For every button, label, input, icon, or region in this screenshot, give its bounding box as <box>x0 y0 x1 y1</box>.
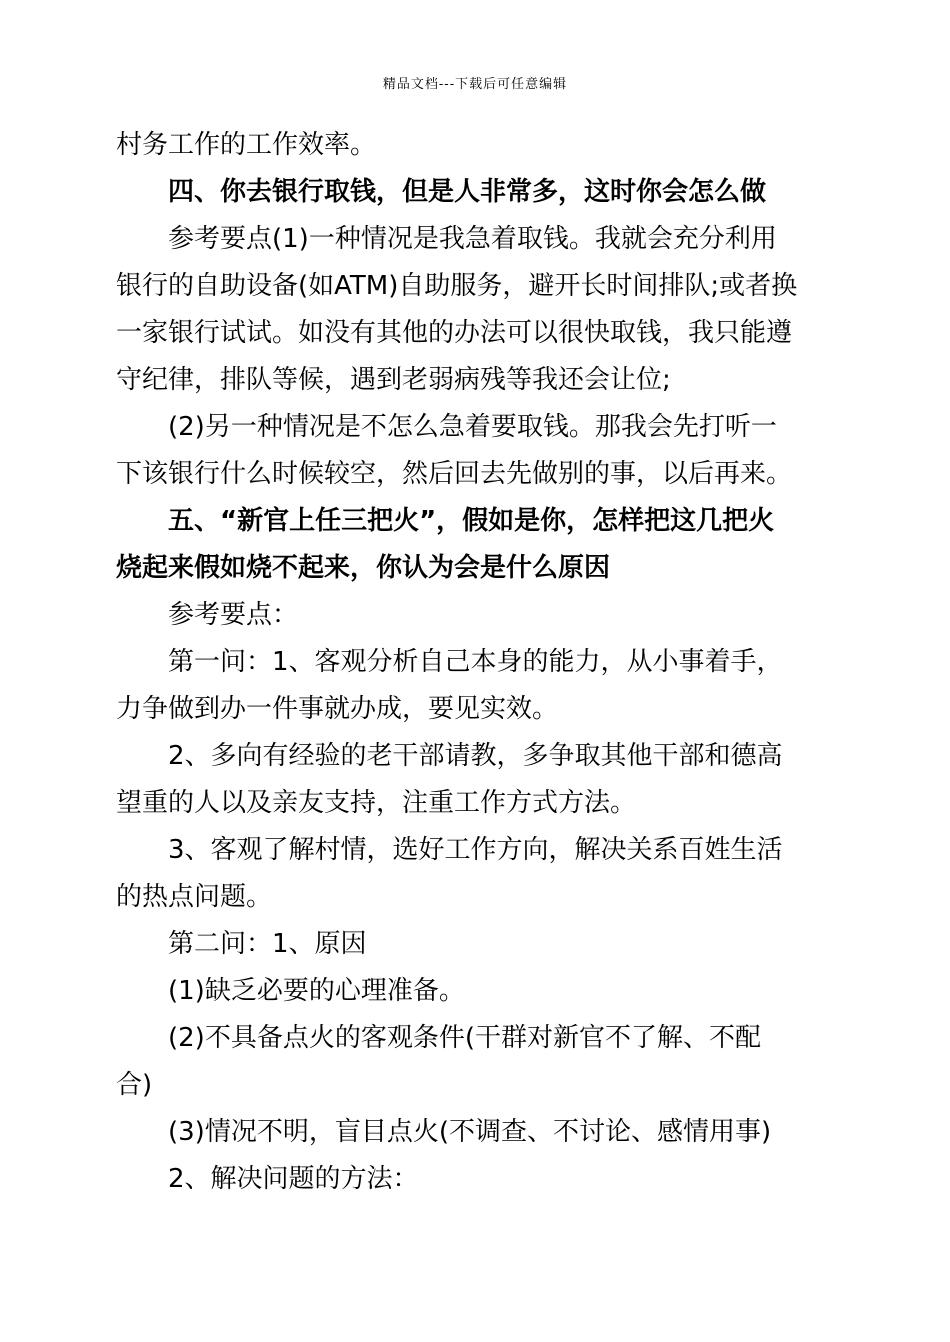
question-heading: 四、你去银行取钱，但是人非常多，这时你会怎么做 <box>168 177 767 207</box>
text-line: (1)缺乏必要的心理准备。 <box>168 976 465 1006</box>
text-line: 的热点问题。 <box>116 882 273 912</box>
document-body <box>116 122 844 1203</box>
text-line: 2、解决问题的方法： <box>168 1164 419 1194</box>
text-line: 村务工作的工作效率。 <box>116 130 377 160</box>
text-line: 下该银行什么时候较空，然后回去先做别的事，以后再来。 <box>116 459 793 489</box>
text-line: 参考要点(1)一种情况是我急着取钱。我就会充分利用 <box>168 224 777 254</box>
text-line: 第二问：1、原因 <box>168 929 367 959</box>
text-line: 3、客观了解村情，选好工作方向，解决关系百姓生活 <box>168 835 783 865</box>
text-line: (3)情况不明，盲目点火(不调查、不讨论、感情用事) <box>168 1117 772 1147</box>
page-header: 精品文档---下载后可任意编辑 <box>382 77 568 92</box>
text-line: 第一问：1、客观分析自己本身的能力，从小事着手， <box>168 647 783 677</box>
text-line: 力争做到办一件事就办成，要见实效。 <box>116 694 559 724</box>
text-line: 2、多向有经验的老干部请教，多争取其他干部和德高 <box>168 741 783 771</box>
text-line: (2)另一种情况是不怎么急着要取钱。那我会先打听一 <box>168 412 777 442</box>
question-heading: 烧起来假如烧不起来，你认为会是什么原因 <box>116 553 611 583</box>
text-line: 银行的自助设备(如ATM)自助服务，避开长时间排队;或者换 <box>116 271 798 301</box>
text-line: 合) <box>116 1070 153 1100</box>
text-line: 一家银行试试。如没有其他的办法可以很快取钱，我只能遵 <box>116 318 793 348</box>
question-heading: 五、“新官上任三把火”，假如是你，怎样把这几把火 <box>168 506 775 536</box>
text-line: 守纪律，排队等候，遇到老弱病残等我还会让位; <box>116 365 671 395</box>
text-line: (2)不具备点火的客观条件(干群对新官不了解、不配 <box>168 1023 761 1053</box>
text-line: 望重的人以及亲友支持，注重工作方式方法。 <box>116 788 637 818</box>
text-line: 参考要点： <box>168 600 299 630</box>
